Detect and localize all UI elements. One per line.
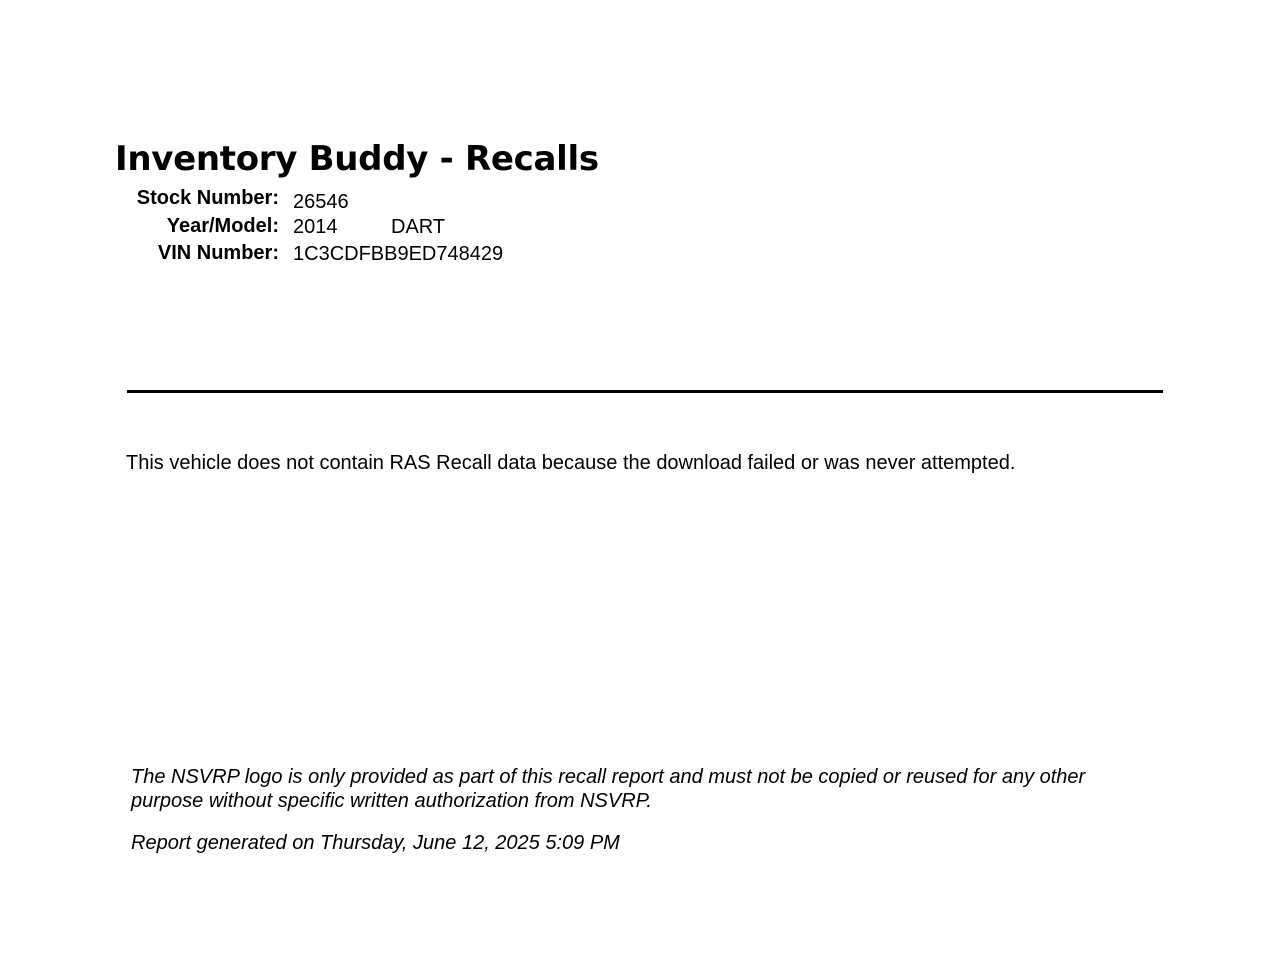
model-value: DART	[391, 216, 446, 238]
logo-disclaimer: The NSVRP logo is only provided as part of this recall report and must not be copied or reused for any other purpose without specific written authorization from NSVRP.	[131, 766, 1086, 812]
vin-number-value: 1C3CDFBB9ED748429	[293, 243, 504, 265]
year-value: 2014	[293, 216, 338, 238]
recall-status-message: This vehicle does not contain RAS Recall data because the download failed or was never attempted.	[126, 452, 1016, 474]
year-model-label: Year/Model:	[166, 215, 279, 237]
report-generated-timestamp: Report generated on Thursday, June 12, 2025 5:09 PM	[131, 832, 620, 854]
section-divider	[127, 390, 1163, 393]
vin-number-label: VIN Number:	[157, 242, 279, 264]
stock-number-label: Stock Number:	[136, 187, 279, 209]
stock-number-value: 26546	[293, 191, 349, 213]
report-title: Inventory Buddy - Recalls	[115, 139, 599, 179]
